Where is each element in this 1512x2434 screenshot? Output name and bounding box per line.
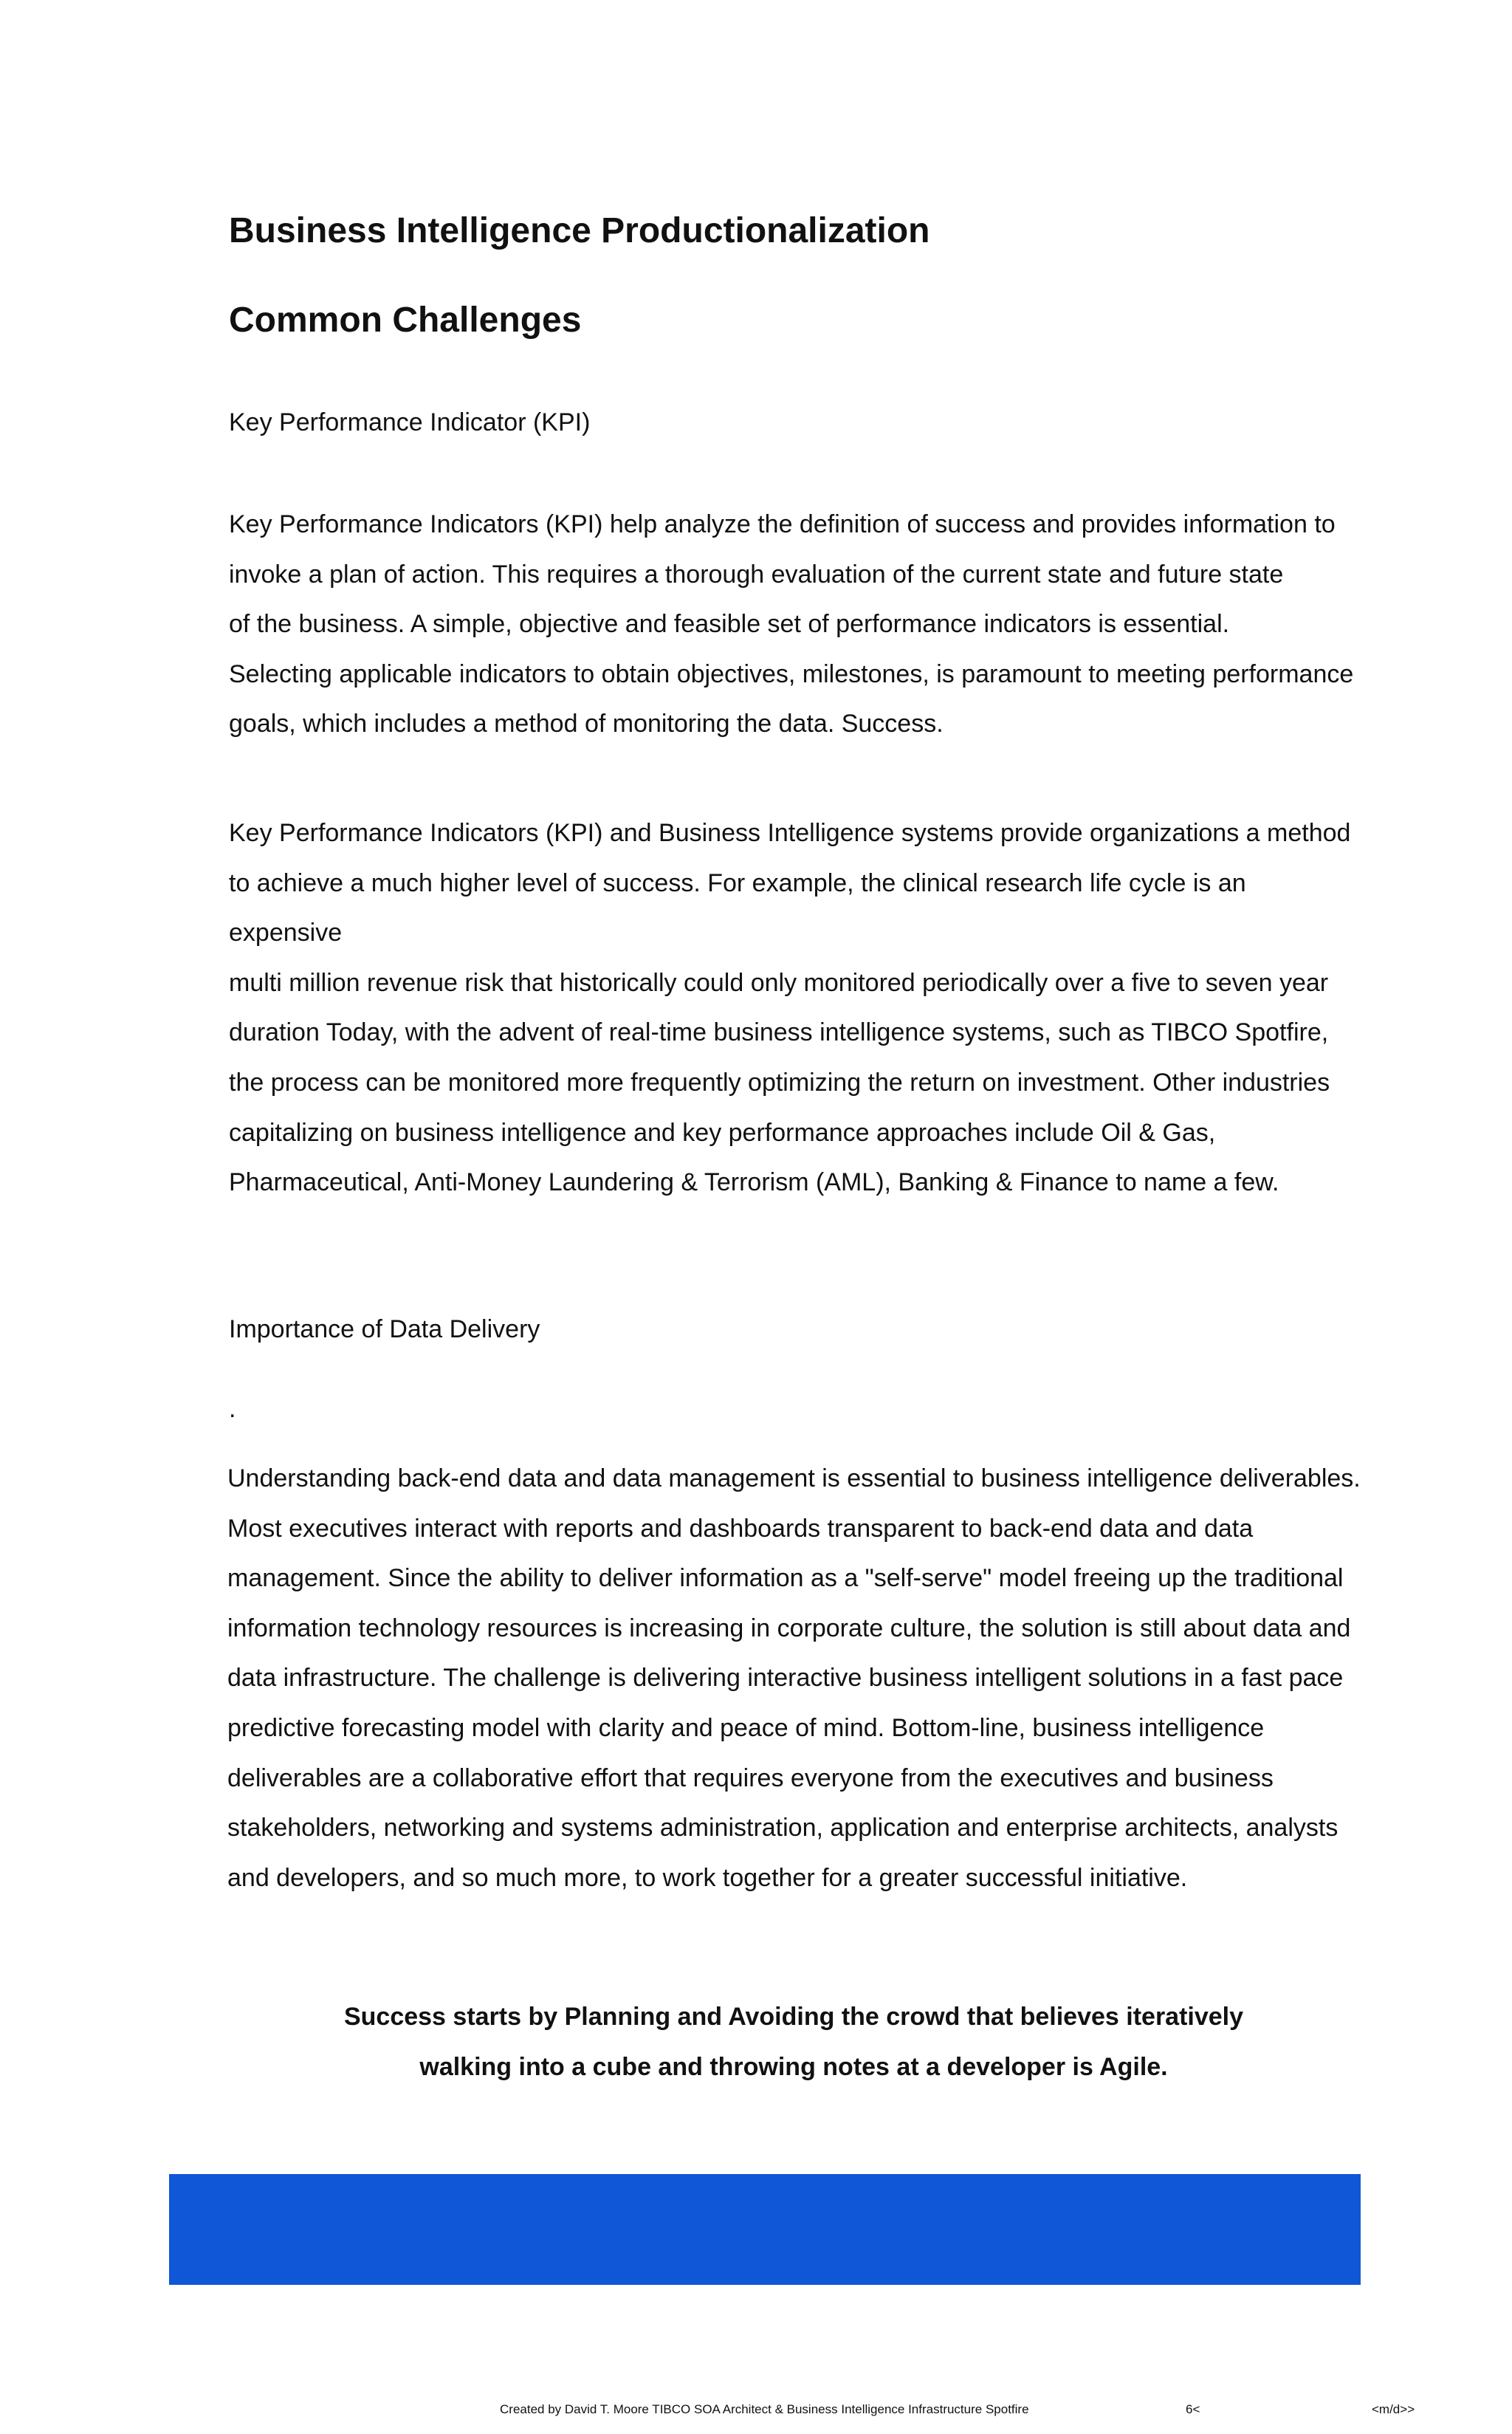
paragraph-line: and developers, and so much more, to work together for a greater successful initiative. (227, 1863, 1188, 1892)
paragraph-line: goals, which includes a method of monitoring the data. Success. (229, 710, 944, 738)
callout-quote (170, 2001, 1418, 2100)
data-delivery-heading: Importance of Data Delivery (229, 1315, 540, 1343)
paragraph-line: duration Today, with the advent of real-time business intelligence systems, such as TIBCO Spotfire, (229, 1018, 1329, 1047)
paragraph-line: the process can be monitored more frequently optimizing the return on investment. Other industries (229, 1068, 1330, 1097)
section-title: Common Challenges (229, 301, 582, 340)
paragraph-line: expensive (229, 919, 343, 947)
paragraph-line: Most executives interact with reports and dashboards transparent to back-end data and data (227, 1514, 1254, 1543)
paragraph-line: Key Performance Indicators (KPI) and Business Intelligence systems provide organizations a method (229, 819, 1351, 847)
footer-date-field: <m/d>> (1372, 2402, 1415, 2416)
paragraph-line: stakeholders, networking and systems administration, application and enterprise architects, analysts (227, 1814, 1339, 1842)
callout-line: Success starts by Planning and Avoiding the crowd that believes iteratively (343, 2003, 1244, 2031)
paragraph-line: Key Performance Indicators (KPI) help analyze the definition of success and provides information to (229, 510, 1336, 538)
blue-banner (169, 2174, 1361, 2285)
data-delivery-paragraph (227, 1462, 1379, 1911)
kpi-heading: Key Performance Indicator (KPI) (229, 408, 591, 436)
footer-page-number: 6< (1186, 2402, 1200, 2416)
paragraph-line: management. Since the ability to deliver information as a "self-serve" model freeing up the traditional (227, 1564, 1344, 1593)
footer-credit: Created by David T. Moore TIBCO SOA Architect & Business Intelligence Infrastructure Spotfire (500, 2402, 1029, 2416)
callout-line: walking into a cube and throwing notes at a developer is Agile. (419, 2052, 1168, 2081)
paragraph-line: information technology resources is increasing in corporate culture, the solution is still about data and (227, 1614, 1351, 1642)
kpi-paragraph-1 (229, 508, 1381, 758)
paragraph-line: invoke a plan of action. This requires a thorough evaluation of the current state and future state (229, 560, 1284, 589)
paragraph-line: multi million revenue risk that historically could only monitored periodically over a five to seven year (229, 968, 1329, 997)
kpi-paragraph-2 (229, 817, 1381, 1216)
paragraph-line: predictive forecasting model with clarity and peace of mind. Bottom-line, business intelligence (227, 1713, 1265, 1742)
paragraph-line: Understanding back-end data and data management is essential to business intelligence deliverables. (227, 1464, 1361, 1492)
paragraph-line: capitalizing on business intelligence and key performance approaches include Oil & Gas, (229, 1118, 1216, 1147)
paragraph-line: Pharmaceutical, Anti-Money Laundering & Terrorism (AML), Banking & Finance to name a few. (229, 1168, 1279, 1197)
paragraph-line: Selecting applicable indicators to obtain objectives, milestones, is paramount to meeting performance (229, 659, 1354, 688)
paragraph-line: deliverables are a collaborative effort that requires everyone from the executives and business (227, 1763, 1274, 1792)
paragraph-line: to achieve a much higher level of success. For example, the clinical research life cycle is an (229, 868, 1246, 897)
document-title: Business Intelligence Productionalization (229, 211, 930, 250)
paragraph-line: data infrastructure. The challenge is delivering interactive business intelligent solutions in a fast pace (227, 1664, 1344, 1693)
paragraph-line: of the business. A simple, objective and feasible set of performance indicators is essential. (229, 610, 1230, 639)
stray-period: . (229, 1395, 236, 1423)
